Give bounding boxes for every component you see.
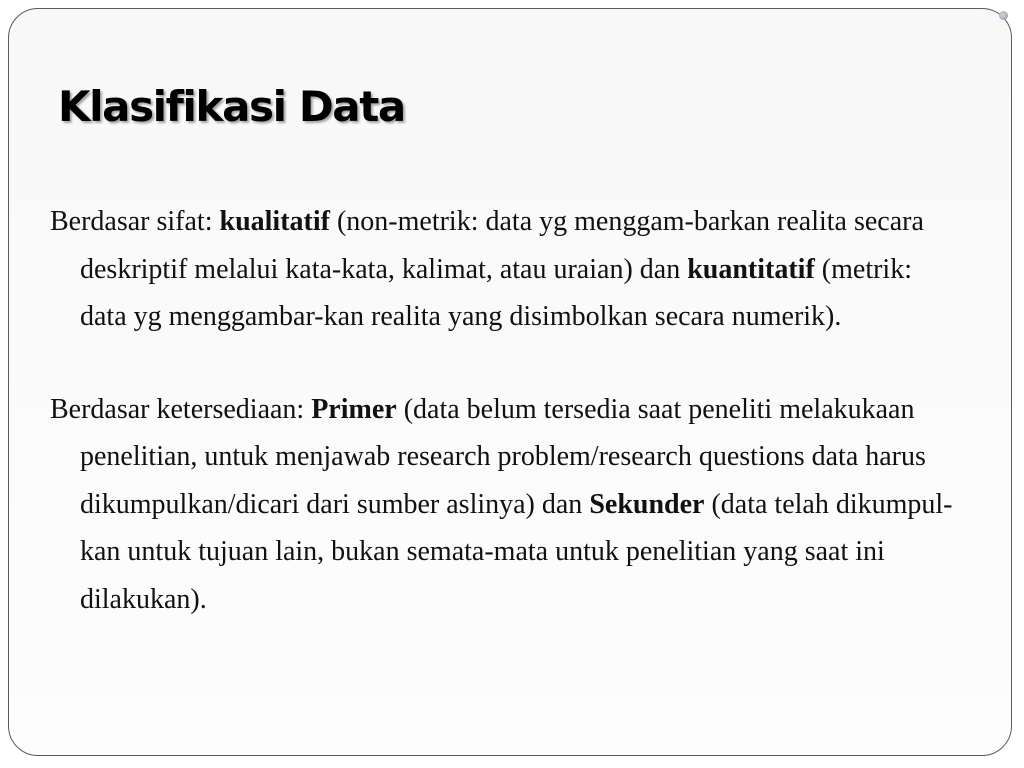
- paragraph-text: (metrik: data yg menggambar-kan realita yang disimbolkan secara numerik).: [80, 253, 912, 332]
- slide-title: Klasifikasi Data: [58, 82, 405, 131]
- paragraph-sifat: [50, 198, 960, 341]
- paragraph-lead: Berdasar ketersediaan:: [50, 393, 312, 425]
- paragraph-text: (non-metrik: data yg menggam-barkan realita secara deskriptif melalui kata-kata, kalimat, atau uraian) dan: [80, 206, 924, 285]
- term-primer: Primer: [311, 393, 397, 425]
- term-kualitatif: kualitatif: [219, 206, 330, 237]
- term-kuantitatif: kuantitatif: [687, 253, 815, 285]
- paragraph-text: (data belum tersedia saat peneliti melakukaan penelitian, untuk menjawab research problem/research questions data harus dikumpulkan/dicari dari sumber aslinya) dan: [80, 393, 926, 520]
- paragraph-text: (data telah dikumpul-kan untuk tujuan lain, bukan semata-mata untuk penelitian yang saat ini dilakukan).: [80, 488, 953, 615]
- paragraph-ketersediaan: [50, 386, 960, 624]
- term-sekunder: Sekunder: [589, 488, 705, 520]
- corner-dot: [999, 11, 1008, 20]
- paragraph-lead: Berdasar sifat:: [50, 206, 220, 237]
- slide-body: [50, 198, 960, 623]
